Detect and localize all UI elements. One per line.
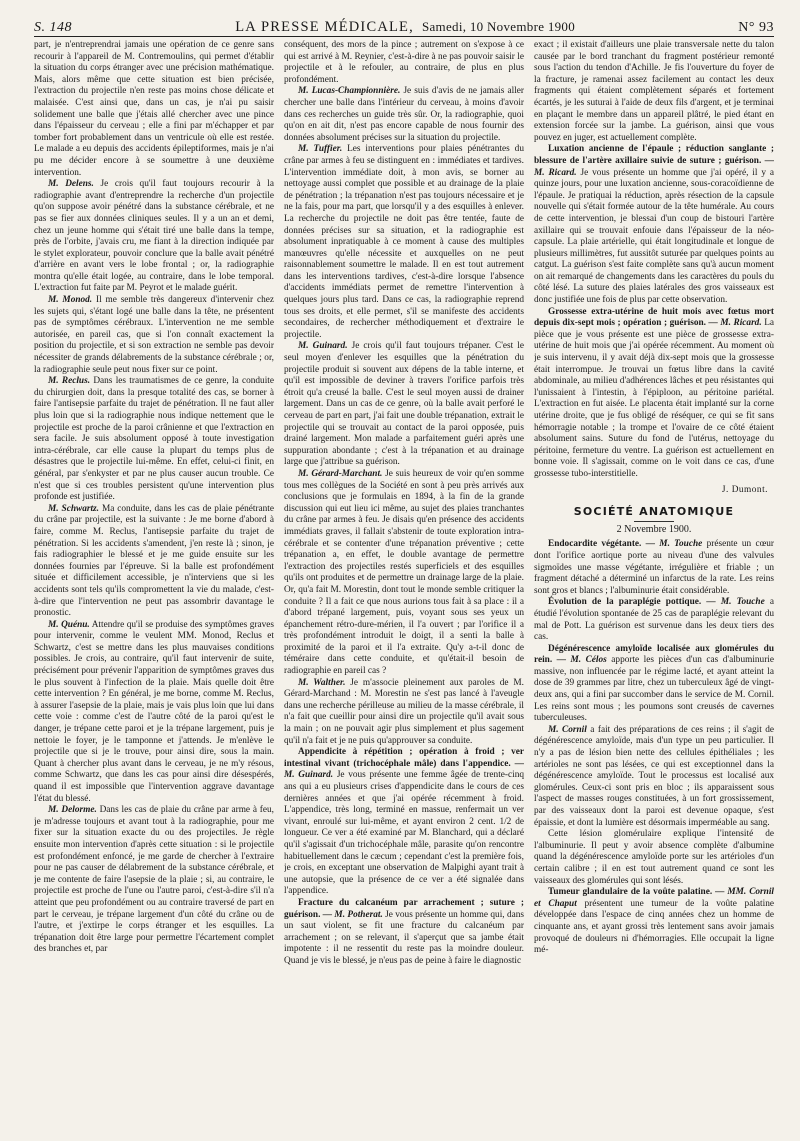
- paragraph-text: Je vous présente un homme que j'ai opéré, il y a quinze jours, pour une luxation ancienne, sous-coracoïdienne de l'épaule. Je pratiquai la réduction, après résection de la capsule nouvelle qui s'était formée autour de la tête humérale. Au cours de cette intervention, je blessai d'un coup de bistouri l'artère axillaire qui se trouvait enfouie dans l'épaisseur de la néo-capsule. La plaie artérielle, qui était longitudinale et longue de plusieurs millimètres, fut aussitôt suturée par quelques points au catgut. La guérison s'est faite complète sans qu'à aucun moment on ait remarqué de changements dans les caractères du pouls du côté lésé. La suture des plaies latérales des gros vaisseaux est donc justifiée une fois de plus par cette observation.: [534, 167, 774, 306]
- issue-number: N° 93: [738, 20, 774, 35]
- paragraph: [534, 725, 774, 829]
- paragraph: [534, 307, 774, 481]
- speaker-name: — M. Guinard.: [284, 758, 524, 781]
- paragraph: [284, 40, 524, 86]
- journal-title: LA PRESSE MÉDICALE,: [235, 19, 414, 35]
- paragraph-text: part, je n'entreprendrai jamais une opération de ce genre sans recourir à l'appareil de M. Contremoulins, qui permet d'établir la situation du corps étranger avec une précision mathématique. Mais, alors même que cette situation est bien précisée, l'extraction du projectile n'en reste pas moins chose délicate et malaisée. C'est ainsi que, dans un cas, je n'ai pu saisir solidement une balle que j'étais allé chercher avec une pince dans l'épaisseur du cerveau ; elle a fini par m'échapper et par tomber fort probablement dans un ventricule où elle est restée. Le malade a eu depuis des accidents épileptiformes, mais je n'ai pu me décider encore à se soumettre à une deuxième intervention.: [34, 40, 274, 178]
- paragraph-heading: Évolution de la paraplégie pottique.: [548, 597, 702, 608]
- paragraph: [534, 829, 774, 887]
- paragraph-text: Attendre qu'il se produise des symptômes graves pour intervenir, comme le veulent MM. Monod, Reclus et Schwartz, c'est se mettre dans les plus mauvaises conditions possibles. Je crois, au contraire, qu'il faut intervenir de suite, précisément pour prévenir l'apparition de symptômes graves dus le plus souvent à l'infection de la plaie. Mais quelle doit être cette intervention ? En général, je me borne, comme M. Reclus, à assurer l'asepsie de la plaie, mais je vais plus loin que lui dans cette voie : comme c'est de l'autre côté de la paroi qu'est le danger, je trépane cette paroi et je la trépane largement, puis je nettoie le foyer, je le tamponne et j'attends. Je m'enlève le projectile que si je le trouve, pour ainsi dire, sous la main. Quant à chercher plus avant dans le cerveau, je ne m'y résous, comme Schwartz, que dans les cas pour ainsi dire désespérés, quand il est impossible que l'intervention aggrave davantage l'état du blessé.: [34, 619, 274, 804]
- column-3-top: [534, 40, 774, 481]
- paragraph-text: Il me semble très dangereux d'intervenir chez les sujets qui, s'étant logé une balle dans la tête, ne présentent pas de symptômes cérébraux. L'intervention ne me semble autorisée, en pareil cas, que si l'on connaît exactement la position du projectile, et si son extraction ne semble pas devoir nécessiter de grands délabrements de la substance cérébrale ; or, la radiographie seule peut nous fixer sur ce point.: [34, 295, 274, 375]
- paragraph: [34, 805, 274, 956]
- speaker-name: M. Delens.: [48, 179, 94, 190]
- paragraph-text: exact ; il existait d'ailleurs une plaie transversale nette du talon causée par le bord tranchant du fragment postérieur remonté sous l'action du tendon d'Achille. Je fis l'ouverture du foyer de la fracture, je ramenai assez facilement au contact les deux fragments qui étaient complètement séparés et fortement écartés, je les suturai à l'aide de deux fils d'argent, et je terminai en plaçant le membre dans un appareil plâtré, le pied étant en extension forcée sur la jambe. La guérison, ainsi que vous pouvez en juger, est actuellement complète.: [534, 40, 774, 143]
- speaker-name: — M. Potherat.: [322, 909, 383, 920]
- paragraph: [284, 341, 524, 469]
- paragraph-text: Je crois qu'il faut toujours trépaner. C'est le seul moyen d'enlever les esquilles que la pénétration du projectile produit si souvent aux dépens de la table interne, et qu'il est impossible de deviner à travers l'orifice parfois très étroit qu'a creusé la balle. C'est le seul moyen aussi de drainer largement. Dans un cas de ce genre, où la balle avait perforé le cerveau de part en part, j'ai fait une double trépanation, extrait le projectile qui se trouvait au contact de la paroi opposée, puis drainé largement. Mon malade a parfaitement guéri après une suppuration abondante ; c'est à la trépanation et au drainage large que j'attribue sa guérison.: [284, 341, 524, 468]
- paragraph-text: Je crois qu'il faut toujours recourir à la radiographie avant d'entreprendre la recherche d'un projectile qu'on suppose avoir pénétré dans la substance cérébrale, et ne pas se fier aux données cliniques seules. Il y a un an et demi, chez un jeune homme qui s'était tiré une balle dans la tempe, près de l'orbite, j'avais cru, me fiant à la direction indiquée par le stylet explorateur, pouvoir conclure que la balle avait pénétré d'arrière en avant vers le lobe frontal ; or, la radiographie montra qu'elle était logée, au contraire, dans le lobe temporal. L'extraction fut faite par M. Peyrot et le malade guérit.: [34, 179, 274, 294]
- paragraph-text: Cette lésion glomérulaire explique l'intensité de l'albuminurie. Il peut y avoir absence complète d'albumine quand la dégénérescence amyloïde porte sur les artérioles d'un certain calibre ; il en est tout autrement quand ce sont les vaisseaux des glomérules qui sont lésés.: [534, 829, 774, 886]
- paragraph-heading: Grossesse extra-utérine de huit mois avec fœtus mort depuis dix-sept mois ; opération ; guérison.: [534, 306, 774, 329]
- columns: [34, 40, 774, 1133]
- speaker-name: — MM. Cornil et Chaput: [534, 887, 774, 909]
- paragraph: [284, 747, 524, 898]
- issue-date: Samedi, 10 Novembre 1900: [421, 19, 576, 34]
- speaker-name: — M. Ricard.: [708, 318, 762, 329]
- paragraph-text: Les interventions pour plaies pénétrantes du crâne par armes à feu se distinguent en : immédiates et tardives. L'intervention immédiate doit, à mon avis, se borner au nettoyage aussi complet que possible et au drainage de la plaie de pénétration ; la trépanation n'est pas toujours nécessaire et je ne la fais, pour ma part, que lorsqu'il y a des esquilles à enlever. La recherche du projectile ne doit pas être tentée, faute de données précises sur sa situation, et la radiographie est absolument inpratiquable à ce moment à cause des multiples manœuvres qu'elle nécessite et auxquelles on ne peut raisonnablement soumettre le malade. Il en est tout autrement dans les interventions tardives, c'est-à-dire lorsque l'absence d'accidents immédiats permet de remettre l'intervention à quelques jours plus tard. Dans ce cas, la radiographie reprend tous ses droits, et elle permet, s'il se manifeste des accidents secondaires, de rechercher méthodiquement et d'extraire le projectile.: [284, 144, 524, 340]
- speaker-name: — M. Célos: [556, 655, 607, 666]
- paragraph: [534, 887, 774, 957]
- paragraph: [34, 376, 274, 504]
- paragraph-heading: Tumeur glandulaire de la voûte palatine.: [548, 887, 713, 898]
- speaker-name: M. Delorme.: [48, 805, 97, 816]
- paragraph-heading: Dégénérescence amyloïde localisée aux glomérules du rein.: [534, 643, 774, 666]
- section-title: SOCIÉTÉ ANATOMIQUE: [573, 505, 735, 519]
- section-date: 2 Novembre 1900.: [616, 523, 692, 535]
- column-1: [34, 40, 274, 1133]
- paragraph-text: a étudié l'évolution spontanée de 25 cas de paraplégie relevant du mal de Pott. La guérison est survenue dans les deux tiers des cas.: [534, 597, 774, 643]
- page-header: [34, 14, 774, 37]
- paragraph: [34, 295, 274, 376]
- paragraph-text: Je vous présente une femme âgée de trente-cinq ans qui a eu plusieurs crises d'appendicite dans le cours de ces dernières années et que j'ai opérée récemment à froid. L'appendice, très long, terminé en massue, renfermait un ver vivant, enroulé sur lui-même, et ayant environ 2 cent. 1/2 de longueur. Ce ver a été examiné par M. Blanchard, qui a déclaré qu'il s'agissait d'un trichocéphale mâle, parasite qu'on rencontre habituellement dans le cæcum ; cependant c'est la première fois, je crois, en exceptant une observation de Malpighi ayant trait à une autopsie, que la présence de ce ver a été signalée dans l'appendice.: [284, 770, 524, 897]
- paragraph-text: Ma conduite, dans les cas de plaie pénétrante du crâne par projectile, est la suivante : Je me borne d'abord à faire, comme M. Reclus, l'antisepsie parfaite du trajet de pénétration. Si les accidents s'amendent, j'en reste là ; sinon, je fais radiographier le blessé et je me guide ensuite sur les données fournies par l'épreuve. Si la balle est profondément située et difficilement accessible, je n'interviens que si les accidents sont tels qu'ils compromettent la vie du malade, c'est-à-dire que l'intervention ne peut pas assombrir davantage le pronostic.: [34, 503, 274, 619]
- speaker-name: M. Gérard-Marchant.: [298, 468, 383, 479]
- speaker-name: — M. Touche: [645, 539, 703, 550]
- paragraph-heading: Luxation ancienne de l'épaule ; réduction sanglante ; blessure de l'artère axillaire suivie de suture ; guérison.: [534, 144, 774, 166]
- paragraph-text: Je m'associe pleinement aux paroles de M. Gérard-Marchand : M. Morestin ne s'est pas lancé à l'aveugle dans une recherche périlleuse au milieu de la masse cérébrale, il n'a fait que cueillir pour ainsi dire un projectile qu'il avait sous la main ; on ne pouvait agir plus simplement et plus sagement qu'il n'a fait et je ne puis qu'approuver sa conduite.: [284, 677, 524, 746]
- speaker-name: M. Walther.: [298, 677, 346, 688]
- paragraph-text: Dans les cas de plaie du crâne par arme à feu, je m'adresse toujours et avant tout à la radiographie, pour me fixer sur la situation exacte du ou des projectiles. Je règle ensuite mon intervention d'après cette situation : si le projectile est profondément enfoncé, je me garde de chercher à l'extraire pour ne pas causer de délabrement de la substance cérébrale, et je me contente de faire l'asepsie de la plaie ; si, au contraire, le projectile est proche de l'une ou l'autre paroi, c'est-à-dire s'il n'a atteint que peu profondément ou au contraire traversé de part en part le cerveau, je trépane largement d'un côté du crâne ou de l'autre, et j'extirpe le corps étranger et les esquilles. La trépanation doit être large pour permettre l'écartement complet des branches et, par: [34, 805, 274, 955]
- section-divider: [634, 521, 674, 522]
- speaker-name: M. Monod.: [48, 295, 93, 306]
- speaker-name: M. Tuffier.: [298, 144, 343, 155]
- speaker-name: M. Lucas-Championnière.: [298, 86, 401, 97]
- paragraph-text: Je vous présente un homme qui, dans un saut violent, se fit une fracture du calcanéum par arrachement ; on se relevant, il s'aperçut que sa jambe était impotente : il ne ressentit du reste pas la moindre douleur. Quand je vis le blessé, je n'eus pas de peine à faire le diagnostic: [284, 909, 524, 966]
- paragraph: [284, 144, 524, 341]
- paragraph-heading: Appendicite à répétition ; opération à froid ; ver intestinal vivant (trichocéphale mâle) dans l'appendice.: [284, 747, 524, 769]
- paragraph: [534, 597, 774, 643]
- speaker-name: — M. Ricard.: [534, 155, 774, 178]
- paragraph: [534, 144, 774, 306]
- paragraph-text: apporte les pièces d'un cas d'albuminurie massive, non influencée par le régime lacté, et ayant atteint la dose de 39 grammes par litre, chez un tuberculeux âgé de vingt-deux ans, qui a fini par succomber dans le service de M. Cornil. Les reins sont mous ; les poumons sont creusés de cavernes tuberculeuses.: [534, 655, 774, 724]
- speaker-name: — M. Touche: [706, 597, 765, 608]
- column-3-bottom: [534, 539, 774, 956]
- speaker-name: M. Cornil: [548, 724, 587, 735]
- paragraph-text: présente un cœur dont l'orifice aortique porte au niveau d'une des valvules sigmoïdes une masse végétante, irrégulière et friable ; un fragment détaché a déterminé un infarctus de la rate. Les reins sont gros et blancs ; l'albuminurie était considérable.: [534, 539, 774, 596]
- paragraph: [534, 40, 774, 144]
- paragraph-heading: Fracture du calcanéum par arrachement ; suture ; guérison.: [284, 897, 524, 920]
- column-3: [534, 40, 774, 1133]
- paragraph: [284, 86, 524, 144]
- paragraph: [34, 620, 274, 806]
- header-title-group: [235, 19, 575, 36]
- paragraph-text: La pièce que je vous présente est une pièce de grossesse extra-utérine de huit mois que j'ai opérée récemment. Au moment où je suis intervenu, il y avait déjà dix-sept mois que la grossesse était interrompue. Je trouvai un fœtus libre dans la cavité abdominale, au milieu d'adhérences lâches et peu résistantes qui l'unissaient à l'intestin, à l'épiploon, au péritoine pariétal. L'extraction en fut aisée. Le placenta était implanté sur la corne utérine droite, que je fus obligé de réséquer, ce qui se fit sans hémorragie notable ; la trompe et l'ovaire de ce côté étaient absolument sains. Suture du fond de l'utérus, nettoyage du péritoine, fermeture du ventre. La guérison est actuellement en bonne voie. Il s'agissait, comme on le voit dans ce cas, d'une grossesse tubo-interstitielle.: [534, 318, 774, 479]
- paragraph: [34, 179, 274, 295]
- paragraph: [34, 504, 274, 620]
- paragraph-text: Je suis heureux de voir qu'en somme tous mes collègues de la Société en sont à peu près arrivés aux conclusions que je formulais en 1894, à la fin de la grande discussion qui eut lieu ici même, au sujet des plaies tranchantes du crâne par armes à feu. Je disais qu'en présence des accidents immédiats graves, il fallait s'abstenir de toute exploration intra-cérébrale et se contenter d'une trépanation préventive ; cette trépanation a, en effet, le double avantage de permettre l'extraction des projectiles restés superficiels et des esquilles qu'ils ont produites et de permettre un drainage large de la plaie. Or, qu'a fait M. Morestin, dont tout le monde semble critiquer la conduite ? Il a fait ce que nous aurions tous fait à sa place : il a d'abord trépané largement, puis, voyant sous ses yeux un épanchement rétro-dure-mérien, il l'a ouvert ; par l'orifice il a très profondément introduit le doigt, il a senti la balle à proximité de la paroi et il l'a extraite. Qu'y a-t-il donc de téméraire dans cette conduite, et qu'était-il besoin de radiographie en pareil cas ?: [284, 468, 524, 677]
- paragraph-text: a fait des préparations de ces reins ; il s'agit de dégénérescence amyloïde, mais d'un type un peu particulier. Il n'y a pas de lésion bien nette des cellules épithéliales ; les artérioles ne sont pas lésées, ce qui est exceptionnel dans la dégénérescence amyloïde. Tout le processus est localisé aux glomérules. Ceux-ci sont pris en bloc ; ils apparaissent sous l'aspect de masses rouges constituées, à un fort grossissement, par des vaisseaux dont la paroi est devenue opaque, s'est épaissie, et dont la lumière est désormais imperméable au sang.: [534, 724, 774, 828]
- signature: J. Dumont.: [721, 484, 768, 495]
- speaker-name: M. Reclus.: [48, 376, 91, 387]
- page-number: S. 148: [34, 20, 72, 35]
- paragraph: [34, 40, 274, 179]
- paragraph: [534, 644, 774, 725]
- paragraph-text: Je suis d'avis de ne jamais aller chercher une balle dans l'intérieur du cerveau, à moins d'avoir dans ces recherches un guide très sûr. Or, la radiographie, quoi qu'on en ait dit, n'est pas encore capable de nous fournir des données absolument précises sur la situation du projectile.: [284, 86, 524, 143]
- paragraph-text: présentent une tumeur de la voûte palatine développée dans l'espace de cinq années chez un homme de cinquante ans, et ayant grossi très lentement sans avoir jamais provoqué de douleurs ni d'hémorragies. Elle occupait la ligne mé-: [534, 898, 774, 956]
- speaker-name: M. Quénu.: [48, 619, 90, 630]
- paragraph: [284, 469, 524, 678]
- paragraph: [284, 898, 524, 968]
- paragraph-text: conséquent, des mors de la pince ; autrement on s'expose à ce qui est arrivé à M. Reynier, c'est-à-dire à ne pas pouvoir saisir le projectile et à le refouler, au contraire, de plus en plus profondément.: [284, 40, 524, 85]
- speaker-name: M. Guinard.: [298, 341, 348, 352]
- speaker-name: M. Schwartz.: [48, 503, 99, 514]
- paragraph-heading: Endocardite végétante.: [548, 539, 642, 550]
- paragraph: [284, 678, 524, 748]
- paragraph-text: Dans les traumatismes de ce genre, la conduite du chirurgien doit, dans la presque totalité des cas, se borner à faire l'antisepsie parfaite du trajet de pénétration. Il ne faut aller plus loin que si la radiographie nous indique nettement que le projectile est proche de la paroi crânienne et que l'extraction en sera facile. Je suis absolument opposé à toute investigation intra-cérébrale, car elle cause la plupart du temps plus de désastres que le projectile lui-même. En effet, celui-ci finit, en général, par s'enkyster et par ne plus causer aucun trouble. Ce n'est que si ces troubles persistent qu'une intervention plus profonde est justifiée.: [34, 376, 274, 503]
- paragraph: [534, 539, 774, 597]
- column-2: [284, 40, 524, 1133]
